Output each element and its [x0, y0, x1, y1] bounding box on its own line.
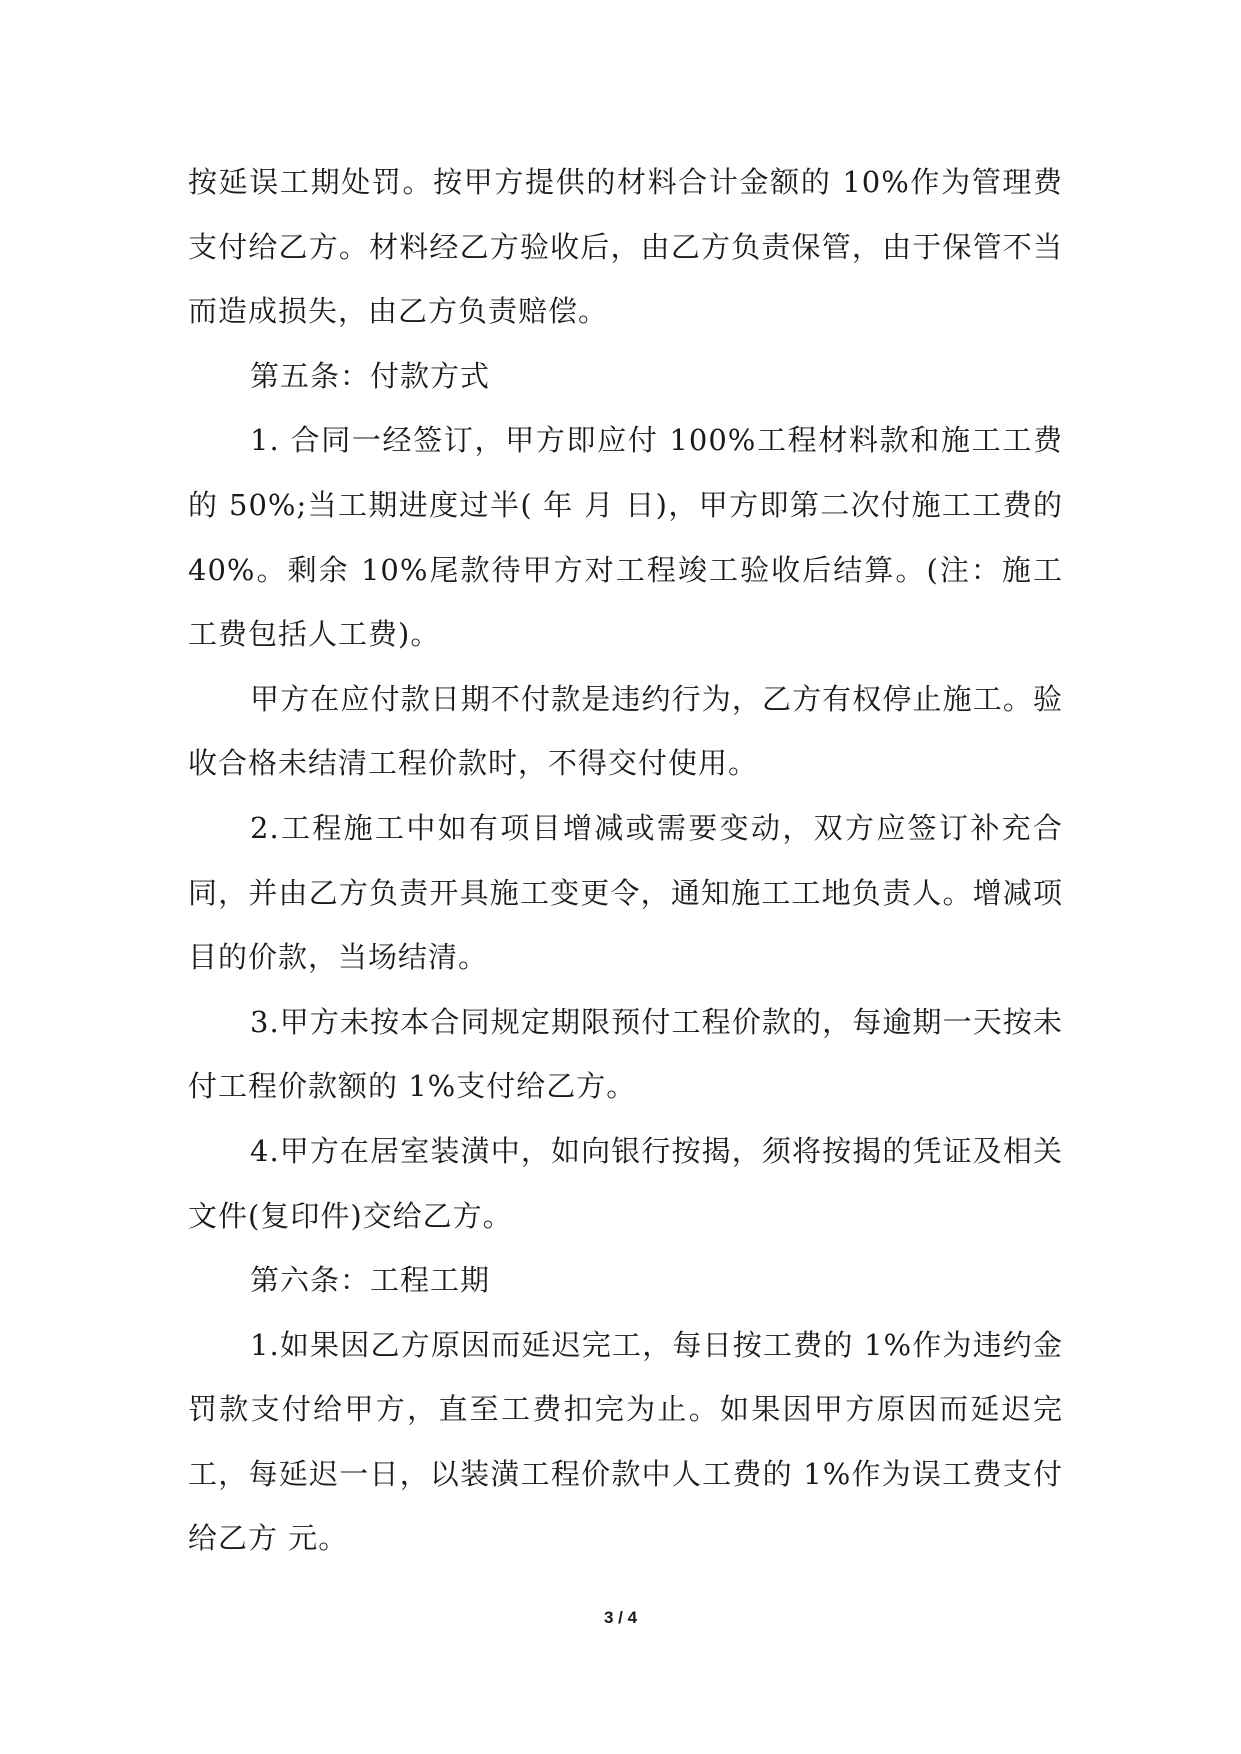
paragraph-1: 按延误工期处罚。按甲方提供的材料合计金额的 10%作为管理费支付给乙方。材料经乙方验收后，由乙方负责保管，由于保管不当而造成损失，由乙方负责赔偿。 — [188, 165, 1063, 329]
paragraph-payment-3: 3.甲方未按本合同规定期限预付工程价款的，每逾期一天按未付工程价款额的 1%支付给乙方。 — [188, 1004, 1063, 1104]
paragraph-schedule-1: 1.如果因乙方原因而延迟完工，每日按工费的 1%作为违约金罚款支付给甲方，直至工费扣完为止。如果因甲方原因而延迟完工，每延迟一日，以装潢工程价款中人工费的 1%作为误工费支付给乙方 元。 — [188, 1327, 1063, 1556]
paragraph-payment-default: 甲方在应付款日期不付款是违约行为，乙方有权停止施工。验收合格未结清工程价款时，不得交付使用。 — [188, 681, 1063, 781]
section-heading-article-6: 第六条：工程工期 — [250, 1263, 491, 1298]
paragraph-payment-4: 4.甲方在居室装潢中，如向银行按揭，须将按揭的凭证及相关文件(复印件)交给乙方。 — [188, 1133, 1063, 1233]
section-heading-article-5: 第五条：付款方式 — [250, 358, 491, 393]
paragraph-payment-2: 2.工程施工中如有项目增减或需要变动，双方应签订补充合同，并由乙方负责开具施工变更令，通知施工工地负责人。增减项目的价款，当场结清。 — [188, 810, 1063, 975]
document-body — [188, 150, 1063, 1571]
paragraph-payment-1: 1. 合同一经签订，甲方即应付 100%工程材料款和施工工费的 50%;当工期进度过半( 年 月 日)，甲方即第二次付施工工费的 40%。剩余 10%尾款待甲方对工程竣工验收后结算。(注：施工工费包括人工费)。 — [188, 423, 1063, 652]
page-number: 3 / 4 — [603, 1608, 638, 1627]
